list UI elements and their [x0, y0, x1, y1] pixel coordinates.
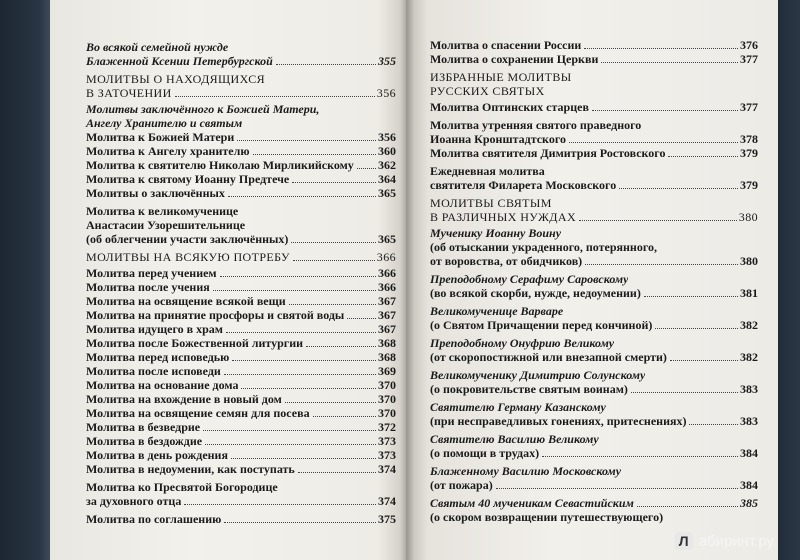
toc-right: [430, 38, 758, 524]
toc-page-number: 378: [740, 132, 758, 146]
toc-leader-dots: [205, 444, 376, 445]
toc-entry: [86, 350, 396, 364]
toc-entry: [430, 350, 758, 364]
toc-page-number: 355: [378, 54, 396, 68]
toc-entry-title: Молитва к Божией Матери: [86, 130, 235, 144]
toc-entry-title: (от скоропостижной или внезапной смерти): [430, 350, 667, 364]
toc-page-number: 374: [378, 494, 396, 508]
toc-page-number: 356: [378, 130, 396, 144]
toc-leader-dots: [293, 260, 375, 261]
labirint-logo-icon: Л: [675, 532, 693, 550]
toc-leader-dots: [579, 220, 737, 221]
toc-entry-row: [430, 146, 758, 160]
toc-entry-title: Молитва по соглашению: [86, 512, 222, 526]
toc-page-number: 370: [378, 392, 396, 406]
toc-entry-title: Святым 40 мученикам Севастийским: [430, 496, 634, 510]
toc-entry-row: [86, 406, 396, 420]
toc-entry-title: Молитва на основание дома: [86, 378, 239, 392]
toc-entry: [430, 38, 758, 52]
toc-entry-row: [430, 478, 758, 492]
toc-entry-line: Ежедневная молитва: [430, 164, 545, 178]
toc-entry: [430, 464, 758, 478]
toc-entry: [86, 378, 396, 392]
toc-entry: [430, 304, 758, 318]
toc-page-number: 356: [376, 86, 396, 100]
toc-entry-title: (о помощи в трудах): [430, 446, 540, 460]
toc-page-number: 376: [740, 38, 758, 52]
toc-page-number: 382: [740, 318, 758, 332]
toc-entry-row: [430, 414, 758, 428]
toc-entry-row: [86, 434, 396, 448]
toc-entry-row: [86, 266, 396, 280]
toc-page-number: 374: [378, 462, 396, 476]
toc-entry-title: Молитва в день рождения: [86, 448, 228, 462]
toc-entry-title: Блаженной Ксении Петербургской: [86, 54, 273, 68]
toc-entry-row: [430, 132, 758, 146]
toc-entry-line: Ангелу Хранителю и святым: [86, 116, 243, 130]
toc-leader-dots: [289, 304, 376, 305]
toc-entry-title: Молитва к святителю Николаю Мирликийскому: [86, 158, 354, 172]
toc-entry: [430, 336, 758, 350]
toc-entry-title: Молитва о сохранении Церкви: [430, 52, 599, 66]
toc-page-number: 379: [740, 178, 758, 192]
toc-entry: [430, 146, 758, 160]
toc-entry-row: [430, 100, 758, 114]
toc-entry-title: Молитва после учения: [86, 280, 210, 294]
toc-entry-title: В РАЗЛИЧНЫХ НУЖДАХ: [430, 210, 577, 224]
toc-entry: [86, 392, 396, 406]
toc-entry-row: [86, 232, 396, 246]
toc-entry-row: [430, 400, 758, 414]
toc-entry-title: Блаженному Василию Московскому: [430, 464, 622, 478]
toc-page-number: 365: [378, 186, 396, 200]
toc-leader-dots: [306, 346, 376, 347]
toc-leader-dots: [226, 332, 376, 333]
toc-entry: [86, 280, 396, 294]
toc-page-number: 368: [378, 350, 396, 364]
toc-entry-title: РУССКИХ СВЯТЫХ: [430, 84, 545, 98]
toc-leader-dots: [569, 142, 738, 143]
toc-entry-row: [86, 86, 396, 100]
toc-section-heading: [430, 70, 758, 98]
toc-entry-row: [86, 336, 396, 350]
toc-entry-row: [430, 318, 758, 332]
toc-entry-title: В ЗАТОЧЕНИИ: [86, 86, 172, 100]
toc-entry-row: [430, 38, 758, 52]
toc-entry-title: Молитва святителя Димитрия Ростовского: [430, 146, 666, 160]
toc-entry-row: [86, 294, 396, 308]
toc-page-number: 373: [378, 434, 396, 448]
toc-entry-title: Святителю Герману Казанскому: [430, 400, 606, 414]
toc-leader-dots: [347, 318, 376, 319]
toc-leader-dots: [175, 96, 375, 97]
toc-page-number: 369: [378, 364, 396, 378]
toc-leader-dots: [631, 392, 738, 393]
toc-leader-dots: [231, 458, 376, 459]
toc-page-number: 364: [378, 172, 396, 186]
toc-entry: [86, 266, 396, 280]
toc-entry: [86, 336, 396, 350]
toc-page-number: 365: [378, 232, 396, 246]
toc-entry: [430, 414, 758, 428]
toc-section-heading: [86, 72, 396, 100]
toc-entry-title: Молитва перед исповедью: [86, 350, 230, 364]
toc-entry-line: Молитвы заключённого к Божией Матери,: [86, 102, 320, 116]
toc-leader-dots: [496, 488, 738, 489]
toc-entry: [86, 434, 396, 448]
toc-leader-dots: [237, 140, 376, 141]
toc-page-number: 384: [740, 446, 758, 460]
toc-entry-title: Молитва на освящение семян для посева: [86, 406, 310, 420]
toc-leader-dots: [592, 110, 738, 111]
toc-leader-dots: [357, 168, 376, 169]
toc-entry: [430, 286, 758, 300]
toc-entry-row: [86, 448, 396, 462]
toc-entry: [86, 102, 396, 130]
toc-entry: [430, 478, 758, 492]
toc-entry-title: (о скором возвращении путешествующего): [430, 510, 664, 524]
toc-page-number: 382: [740, 350, 758, 364]
toc-leader-dots: [644, 296, 738, 297]
toc-entry-row: [86, 512, 396, 526]
toc-leader-dots: [276, 64, 376, 65]
toc-left: [86, 40, 396, 526]
toc-entry: [86, 512, 396, 526]
toc-entry-row: [86, 462, 396, 476]
toc-entry-row: [430, 226, 758, 240]
toc-leader-dots: [285, 402, 376, 403]
toc-leader-dots: [637, 506, 738, 507]
toc-entry-title: Молитва к святому Иоанну Предтече: [86, 172, 290, 186]
toc-entry-row: [86, 280, 396, 294]
toc-entry-title: Святителю Василию Великому: [430, 432, 599, 446]
toc-leader-dots: [542, 456, 738, 457]
toc-leader-dots: [224, 374, 376, 375]
toc-entry-title: (при несправедливых гонениях, притеснениях): [430, 414, 687, 428]
toc-entry-row: [430, 510, 758, 524]
toc-entry: [86, 448, 396, 462]
toc-entry-title: (о покровительстве святым воинам): [430, 382, 628, 396]
toc-entry-line: ИЗБРАННЫЕ МОЛИТВЫ: [430, 70, 572, 84]
toc-entry-row: [86, 186, 396, 200]
toc-entry-row: [430, 446, 758, 460]
toc-leader-dots: [619, 188, 738, 189]
toc-leader-dots: [203, 430, 376, 431]
toc-page-number: 362: [378, 158, 396, 172]
toc-entry-row: [86, 420, 396, 434]
toc-entry: [430, 432, 758, 446]
toc-entry-row: [86, 308, 396, 322]
toc-entry: [86, 172, 396, 186]
toc-entry: [430, 100, 758, 114]
toc-entry-title: Молитва перед учением: [86, 266, 217, 280]
toc-entry: [430, 226, 758, 240]
toc-entry-row: [86, 158, 396, 172]
toc-leader-dots: [291, 242, 376, 243]
toc-entry-row: [430, 304, 758, 318]
toc-page-number: 370: [378, 406, 396, 420]
toc-entry-row: [430, 336, 758, 350]
toc-leader-dots: [689, 424, 738, 425]
toc-page-number: 370: [378, 378, 396, 392]
toc-entry-title: Преподобному Онуфрию Великому: [430, 336, 615, 350]
toc-page-number: 379: [740, 146, 758, 160]
toc-entry-row: [86, 250, 396, 264]
toc-entry: [86, 186, 396, 200]
toc-entry-line: Молитва утренняя святого праведного: [430, 118, 642, 132]
toc-entry-row: [430, 432, 758, 446]
toc-leader-dots: [241, 388, 376, 389]
toc-leader-dots: [655, 328, 738, 329]
toc-entry-row: [86, 494, 396, 508]
toc-leader-dots: [313, 416, 376, 417]
toc-leader-dots: [670, 360, 738, 361]
toc-leader-dots: [584, 48, 738, 49]
toc-page-number: 380: [738, 210, 758, 224]
toc-entry: [86, 462, 396, 476]
toc-entry: [430, 272, 758, 286]
toc-entry: [430, 382, 758, 396]
toc-entry: [86, 204, 396, 246]
toc-entry-title: Молитва в бездождие: [86, 434, 203, 448]
toc-entry-row: [430, 382, 758, 396]
toc-page-number: 372: [378, 420, 396, 434]
toc-leader-dots: [292, 182, 376, 183]
toc-entry-title: Молитва после Божественной литургии: [86, 336, 304, 350]
toc-entry-row: [86, 350, 396, 364]
toc-entry-title: Преподобному Серафиму Саровскому: [430, 272, 629, 286]
toc-entry-line: МОЛИТВЫ СВЯТЫМ: [430, 196, 552, 210]
toc-entry: [86, 406, 396, 420]
toc-page-number: 366: [376, 250, 396, 264]
toc-entry-row: [86, 144, 396, 158]
toc-entry-row: [86, 130, 396, 144]
toc-page-number: 368: [378, 336, 396, 350]
toc-page-number: 367: [378, 294, 396, 308]
toc-entry-row: [430, 210, 758, 224]
toc-leader-dots: [228, 196, 376, 197]
toc-entry: [86, 364, 396, 378]
toc-leader-dots: [224, 522, 376, 523]
toc-entry-title: Молитва после исповеди: [86, 364, 221, 378]
toc-entry-title: Молитва на принятие просфоры и святой воды: [86, 308, 345, 322]
toc-entry-title: от воровства, от обидчиков): [430, 254, 583, 268]
toc-entry: [430, 52, 758, 66]
toc-entry-title: (во всякой скорби, нужде, недоумении): [430, 286, 641, 300]
toc-entry-title: Иоанна Кронштадтского: [430, 132, 566, 146]
toc-entry-row: [430, 496, 758, 510]
toc-entry: [86, 130, 396, 144]
toc-page-number: 384: [740, 478, 758, 492]
toc-page-number: 383: [740, 382, 758, 396]
toc-entry-row: [86, 54, 396, 68]
toc-entry-title: Молитва к Ангелу хранителю: [86, 144, 250, 158]
toc-entry-title: Молитва на освящение всякой вещи: [86, 294, 286, 308]
toc-entry-row: [86, 378, 396, 392]
toc-entry: [430, 164, 758, 192]
toc-entry-line: Молитва к великомученице: [86, 204, 239, 218]
toc-leader-dots: [220, 276, 376, 277]
toc-page-number: 373: [378, 448, 396, 462]
toc-entry-title: МОЛИТВЫ НА ВСЯКУЮ ПОТРЕБУ: [86, 250, 290, 264]
toc-entry-title: (об облегчении участи заключённых): [86, 232, 289, 246]
toc-entry: [430, 368, 758, 382]
toc-entry: [430, 118, 758, 146]
toc-entry-line: Молитва ко Пресвятой Богородице: [86, 480, 278, 494]
toc-page-number: 360: [378, 144, 396, 158]
toc-entry-title: (о Святом Причащении перед кончиной): [430, 318, 653, 332]
toc-entry: [86, 322, 396, 336]
toc-entry-row: [86, 172, 396, 186]
toc-entry-title: святителя Филарета Московского: [430, 178, 617, 192]
toc-section-heading: [86, 250, 396, 264]
toc-entry-title: Молитва в недоумении, как поступать: [86, 462, 295, 476]
toc-leader-dots: [232, 360, 376, 361]
toc-entry-row: [430, 350, 758, 364]
toc-entry-title: Молитва о спасении России: [430, 38, 582, 52]
toc-page-number: 381: [740, 286, 758, 300]
toc-leader-dots: [184, 504, 376, 505]
toc-page-number: 375: [378, 512, 396, 526]
toc-page-number: 385: [740, 496, 758, 510]
book-gutter: [400, 0, 414, 560]
toc-entry: [86, 294, 396, 308]
toc-leader-dots: [668, 156, 738, 157]
toc-entry: [430, 510, 758, 524]
toc-leader-dots: [213, 290, 376, 291]
toc-entry-title: (от пожара): [430, 478, 493, 492]
toc-leader-dots: [601, 62, 738, 63]
toc-page-number: 383: [740, 414, 758, 428]
toc-entry-row: [430, 272, 758, 286]
toc-leader-dots: [585, 264, 738, 265]
toc-entry-title: Молитвы о заключённых: [86, 186, 225, 200]
toc-entry: [86, 308, 396, 322]
toc-page-number: 380: [740, 254, 758, 268]
toc-entry-row: [430, 52, 758, 66]
toc-entry-line: Во всякой семейной нужде: [86, 40, 229, 54]
toc-entry: [86, 158, 396, 172]
toc-section-heading: [430, 196, 758, 224]
toc-entry-title: Молитва идущего в храм: [86, 322, 223, 336]
toc-page-number: 377: [740, 52, 758, 66]
toc-entry: [430, 496, 758, 510]
toc-page-number: 366: [378, 266, 396, 280]
toc-entry-title: Великомученику Димитрию Солунскому: [430, 368, 646, 382]
toc-entry-title: Молитва на вхождение в новый дом: [86, 392, 282, 406]
toc-leader-dots: [253, 154, 377, 155]
toc-entry: [86, 480, 396, 508]
left-page: [50, 0, 406, 560]
toc-entry: [86, 420, 396, 434]
toc-entry: [86, 40, 396, 68]
toc-page-number: 367: [378, 308, 396, 322]
toc-page-number: 377: [740, 100, 758, 114]
toc-entry-row: [430, 368, 758, 382]
toc-entry-row: [86, 322, 396, 336]
toc-entry-line: (об отыскании украденного, потерянного,: [430, 240, 657, 254]
toc-entry-title: за духовного отца: [86, 494, 182, 508]
toc-page-number: 367: [378, 322, 396, 336]
toc-entry: [86, 144, 396, 158]
toc-leader-dots: [298, 472, 376, 473]
toc-entry-line: МОЛИТВЫ О НАХОДЯЩИХСЯ: [86, 72, 266, 86]
toc-entry-row: [430, 254, 758, 268]
toc-entry-title: Мученику Иоанну Воину: [430, 226, 562, 240]
toc-entry-title: Великомученице Варваре: [430, 304, 564, 318]
toc-entry-row: [430, 286, 758, 300]
toc-entry-row: [86, 364, 396, 378]
toc-page-number: 366: [378, 280, 396, 294]
toc-entry: [430, 446, 758, 460]
right-page: [406, 0, 778, 560]
watermark-logo: [675, 532, 774, 550]
toc-entry-row: [86, 392, 396, 406]
toc-entry-row: [430, 178, 758, 192]
toc-entry: [430, 400, 758, 414]
toc-entry: [430, 318, 758, 332]
toc-entry-row: [430, 84, 758, 98]
toc-entry-row: [430, 464, 758, 478]
toc-entry-line: Анастасии Узорешительнице: [86, 218, 246, 232]
watermark-text: абиринт.ру: [698, 532, 774, 550]
toc-entry-title: Молитва Оптинских старцев: [430, 100, 589, 114]
toc-entry-title: Молитва в безведрие: [86, 420, 201, 434]
toc-entry: [430, 240, 758, 268]
